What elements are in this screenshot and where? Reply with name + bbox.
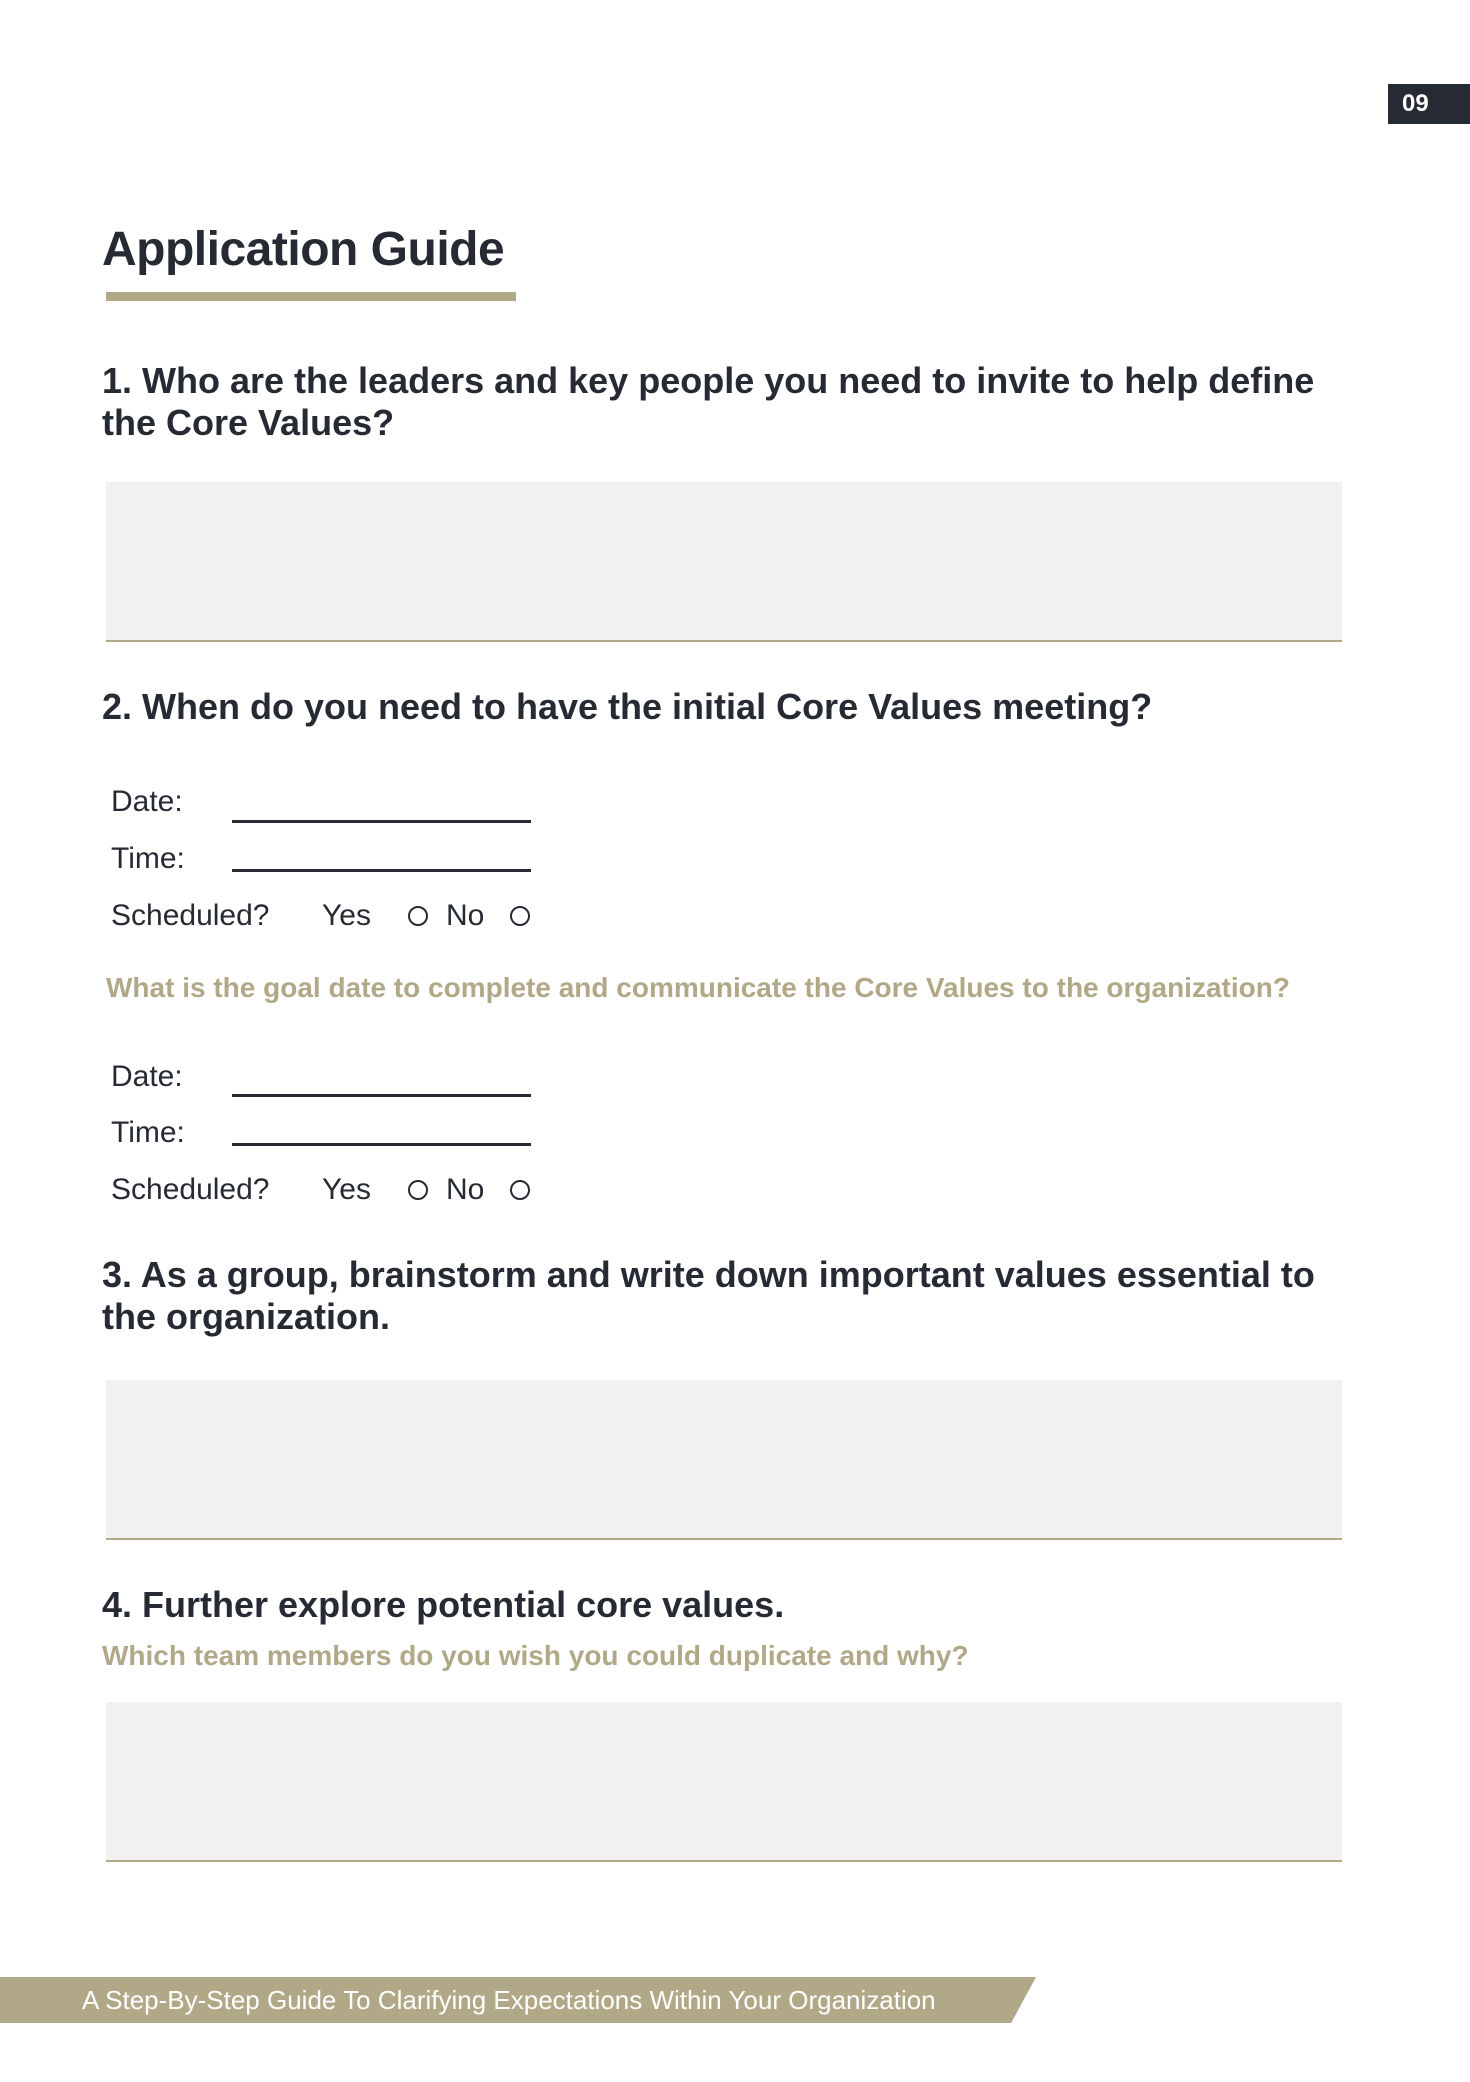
goal-date-label: Date: [111, 1060, 183, 1093]
question-1-answer-box[interactable] [106, 482, 1342, 642]
goal-no-radio[interactable] [510, 1180, 530, 1200]
goal-date-question: What is the goal date to complete and communicate the Core Values to the organization? [106, 972, 1290, 1003]
meeting-yes-radio[interactable] [408, 906, 428, 926]
meeting-date-field[interactable] [232, 820, 531, 823]
question-4-text: 4. Further explore potential core values. [102, 1584, 785, 1625]
footer-text: A Step-By-Step Guide To Clarifying Expectations Within Your Organization [82, 1985, 936, 2015]
meeting-time-label: Time: [111, 842, 185, 875]
page-number-badge: 09 [1388, 84, 1470, 124]
goal-yes-label: Yes [322, 1173, 371, 1206]
question-2-text: 2. When do you need to have the initial Core Values meeting? [102, 686, 1153, 727]
meeting-scheduled-label: Scheduled? [111, 899, 270, 932]
goal-yes-radio[interactable] [408, 1180, 428, 1200]
question-1-text: 1. Who are the leaders and key people you need to invite to help define the Core Values? [102, 360, 1315, 443]
meeting-no-radio[interactable] [510, 906, 530, 926]
question-4-subtext: Which team members do you wish you could duplicate and why? [102, 1640, 969, 1671]
goal-time-field[interactable] [232, 1143, 531, 1146]
meeting-date-label: Date: [111, 785, 183, 818]
goal-scheduled-label: Scheduled? [111, 1173, 270, 1206]
goal-time-label: Time: [111, 1116, 185, 1149]
meeting-no-label: No [446, 899, 485, 932]
meeting-yes-label: Yes [322, 899, 371, 932]
question-3-answer-box[interactable] [106, 1380, 1342, 1540]
meeting-time-field[interactable] [232, 869, 531, 872]
question-3-text: 3. As a group, brainstorm and write down important values essential to the organization. [102, 1254, 1315, 1337]
goal-no-label: No [446, 1173, 485, 1206]
goal-date-field[interactable] [232, 1094, 531, 1097]
question-4-answer-box[interactable] [106, 1702, 1342, 1862]
page-title: Application Guide [102, 223, 505, 276]
title-underline [106, 292, 516, 301]
